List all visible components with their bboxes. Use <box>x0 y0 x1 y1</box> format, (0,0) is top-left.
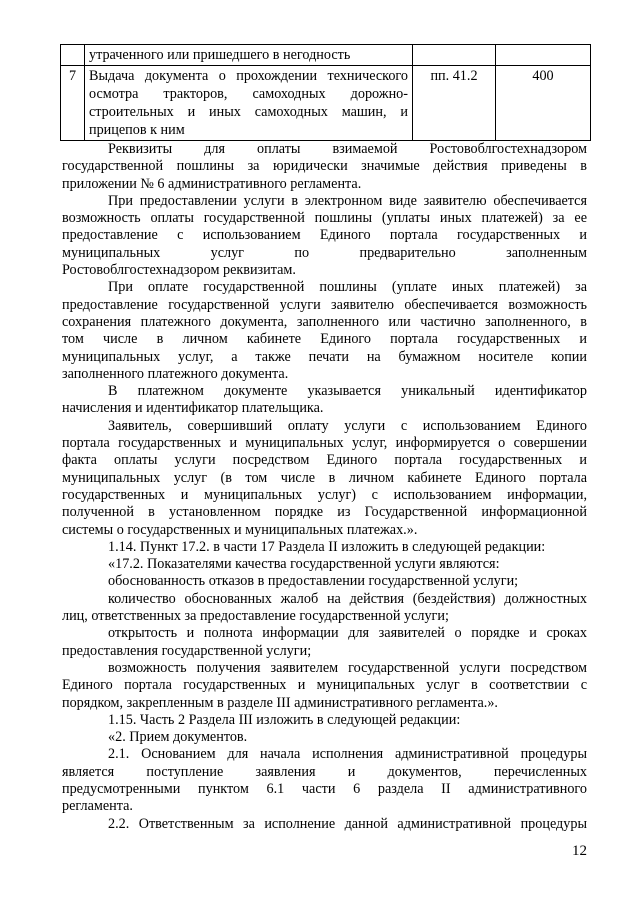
fee-amount: 400 <box>496 66 591 141</box>
text-line: предоставления государственной услуги; <box>62 642 312 659</box>
table-row <box>61 66 591 141</box>
text-line: государственной пошлины за юридически значимые действия приведены в <box>62 158 587 175</box>
text-line: сохранения платежного документа, заполненного или частично заполненного, в <box>62 313 587 330</box>
text-line: При оплате государственной пошлины (уплате иных платежей) за <box>108 279 587 296</box>
text-line: Единого портала государственных и муниципальных услуг в соответствии с <box>62 677 587 694</box>
legal-reference: пп. 41.2 <box>413 66 496 141</box>
text-line: государственных и муниципальных услуг) с использованием информации, <box>62 486 587 503</box>
text-line: Реквизиты для оплаты взимаемой Ростовоблгостехнадзором <box>108 141 587 157</box>
text-line: заполненного платежного документа. <box>62 365 289 382</box>
text-line: При предоставлении услуги в электронном виде заявителю обеспечивается <box>108 192 587 209</box>
text-line: предусмотренными пунктом 6.1 части 6 раздела II административного <box>62 780 587 797</box>
service-name-line: строительных и иных самоходных машин, и <box>89 104 408 120</box>
text-line: «2. Прием документов. <box>108 729 248 746</box>
service-name-line: Выдача документа о прохождении технического <box>89 68 408 84</box>
page-number: 12 <box>572 843 587 859</box>
body-text <box>62 141 587 833</box>
text-line: предоставление с использованием Единого портала государственных и <box>62 227 587 244</box>
row-number: 7 <box>61 66 85 141</box>
row-number <box>61 45 85 66</box>
text-line: приложении № 6 административного регламента. <box>62 175 362 192</box>
fee-table <box>60 44 591 141</box>
text-line: является поступление заявления и документов, перечисленных <box>62 763 587 780</box>
text-line: предоставление государственной услуги заявителю обеспечивается возможность <box>62 296 587 313</box>
service-name <box>85 45 413 66</box>
fee-amount <box>496 45 591 66</box>
text-line: В платежном документе указывается уникальный идентификатор <box>108 383 587 400</box>
text-line: Ростовоблгостехнадзором реквизитам. <box>62 262 296 279</box>
legal-reference <box>413 45 496 66</box>
text-line: обоснованность отказов в предоставлении государственной услуги; <box>108 573 519 590</box>
text-line: полученной в установленном порядке из Государственной информационной <box>62 504 587 521</box>
text-line: 1.14. Пункт 17.2. в части 17 Раздела II изложить в следующей редакции: <box>108 538 546 555</box>
text-line: муниципальных услуг по предварительно заполненным <box>62 244 587 261</box>
text-line: «17.2. Показателями качества государственной услуги являются: <box>108 556 500 573</box>
text-line: факта оплаты услуги посредством Единого портала государственных и <box>62 452 587 469</box>
text-line: 2.1. Основанием для начала исполнения административной процедуры <box>108 746 587 763</box>
service-name-line: утраченного или пришедшего в негодность <box>89 47 351 63</box>
text-line: возможность получения заявителем государственной услуги посредством <box>108 659 587 676</box>
text-line: порядком, закрепленным в разделе III административного регламента.». <box>62 694 498 711</box>
text-line: Заявитель, совершивший оплату услуги с использованием Единого <box>108 417 587 434</box>
text-line: муниципальных услуг (в том числе в личном кабинете Единого портала <box>62 469 587 486</box>
text-line: муниципальных услуг, а также печати на бумажном носителе копии <box>62 348 587 365</box>
service-name-line: осмотра тракторов, самоходных дорожно- <box>89 86 408 102</box>
service-name <box>85 66 413 141</box>
text-line: том числе в личном кабинете Единого портала государственных и <box>62 331 587 348</box>
service-name-line: прицепов к ним <box>89 122 185 138</box>
text-line: 1.15. Часть 2 Раздела III изложить в следующей редакции: <box>108 711 461 728</box>
text-line: открытость и полнота информации для заявителей о порядке и сроках <box>108 625 587 642</box>
text-line: системы о государственных и муниципальных платежах.». <box>62 521 418 538</box>
text-line: начисления и идентификатор плательщика. <box>62 400 324 417</box>
text-line: количество обоснованных жалоб на действия (бездействия) должностных <box>108 590 587 607</box>
table-row <box>61 45 591 66</box>
text-line: лиц, ответственных за предоставление государственной услуги; <box>62 608 449 625</box>
text-line: регламента. <box>62 798 133 815</box>
text-line: портала государственных и муниципальных услуг, информируется о совершении <box>62 435 587 452</box>
text-line: 2.2. Ответственным за исполнение данной административной процедуры <box>108 815 587 832</box>
text-line: возможность оплаты государственной пошлины (уплаты иных платежей) за ее <box>62 210 587 227</box>
